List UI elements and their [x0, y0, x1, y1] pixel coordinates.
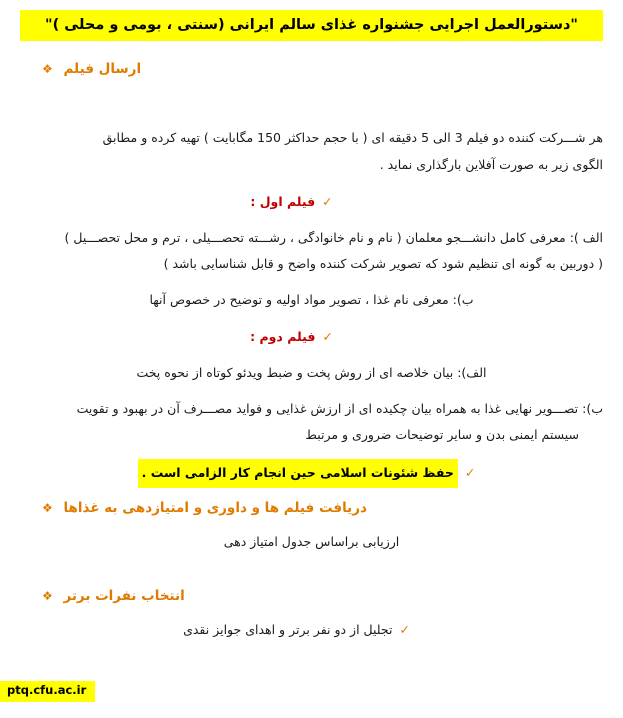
islamic-dress-note: حفظ شئونات اسلامی حین انجام کار الزامی است .: [138, 459, 458, 488]
film-two-label-row: [20, 324, 603, 350]
send-film-intro-line-1: هر شـــرکت کننده دو فیلم 3 الی 5 دقیقه ای ( با حجم حداکثر 150 مگابایت ) تهیه کرده و مطابق: [102, 129, 603, 145]
send-film-intro-line-2: الگوی زیر به صورت آفلاین بارگذاری نماید .: [379, 156, 603, 172]
section-heading-select-top: [20, 586, 603, 608]
film-one-item-a-line-1: الف ): معرفی کامل دانشـــجو معلمان ( نام و نام خانوادگی ، رشـــته تحصـــیلی ، ترم و محل تحصـــیل ): [64, 229, 603, 245]
diamond-bullet-icon: ❖: [42, 500, 53, 515]
section-heading-receive-and-judge-label: دریافت فیلم ها و داوری و امتیازدهی به غذاها: [63, 499, 367, 516]
film-one-item-a-line-2: ( دوربین به گونه ای تنظیم شود که تصویر شرکت کننده واضح و قابل شناسایی باشد ): [163, 256, 603, 272]
section-heading-send-film: [20, 59, 603, 81]
check-icon: ✓: [399, 622, 410, 638]
film-two-label: فیلم دوم :: [250, 328, 316, 344]
film-one-label-row: [20, 189, 603, 215]
check-icon: ✓: [464, 464, 476, 480]
film-two-item-b-line-2: سیستم ایمنی بدن و سایر توضیحات ضروری و مرتبط: [305, 427, 579, 443]
film-two-item-a: الف): بیان خلاصه ای از روش پخت و ضبط ویدئو کوتاه از نحوه پخت: [136, 364, 487, 380]
islamic-dress-note-row: [20, 459, 603, 488]
film-one-item-b: ب): معرفی نام غذا ، تصویر مواد اولیه و توضیح در خصوص آنها: [149, 292, 474, 308]
diamond-bullet-icon: ❖: [42, 62, 53, 77]
section-heading-receive-and-judge: [20, 498, 603, 520]
section-heading-select-top-label: انتخاب نفرات برتر: [63, 587, 185, 604]
check-icon: ✓: [322, 193, 333, 209]
document-title: "دستورالعمل اجرایی جشنواره غذای سالم ایرانی (سنتی ، بومی و محلی )": [20, 10, 603, 41]
top-winners-row: [20, 617, 603, 643]
judging-criteria-line: ارزیابی براساس جدول امتیاز دهی: [223, 534, 400, 550]
section-heading-send-film-label: ارسال فیلم: [63, 61, 142, 78]
film-one-label: فیلم اول :: [250, 193, 316, 209]
top-winners-text: تجلیل از دو نفر برتر و اهدای جوایز نقدی: [183, 622, 393, 638]
check-icon: ✓: [322, 328, 333, 344]
site-watermark: ptq.cfu.ac.ir: [0, 681, 95, 702]
diamond-bullet-icon: ❖: [42, 588, 53, 603]
film-two-item-b-line-1: ب): تصـــویر نهایی غذا به همراه بیان چکیده ای از ارزش غذایی و فواید مصـــرف آن در بهبود و تقویت: [76, 401, 603, 417]
